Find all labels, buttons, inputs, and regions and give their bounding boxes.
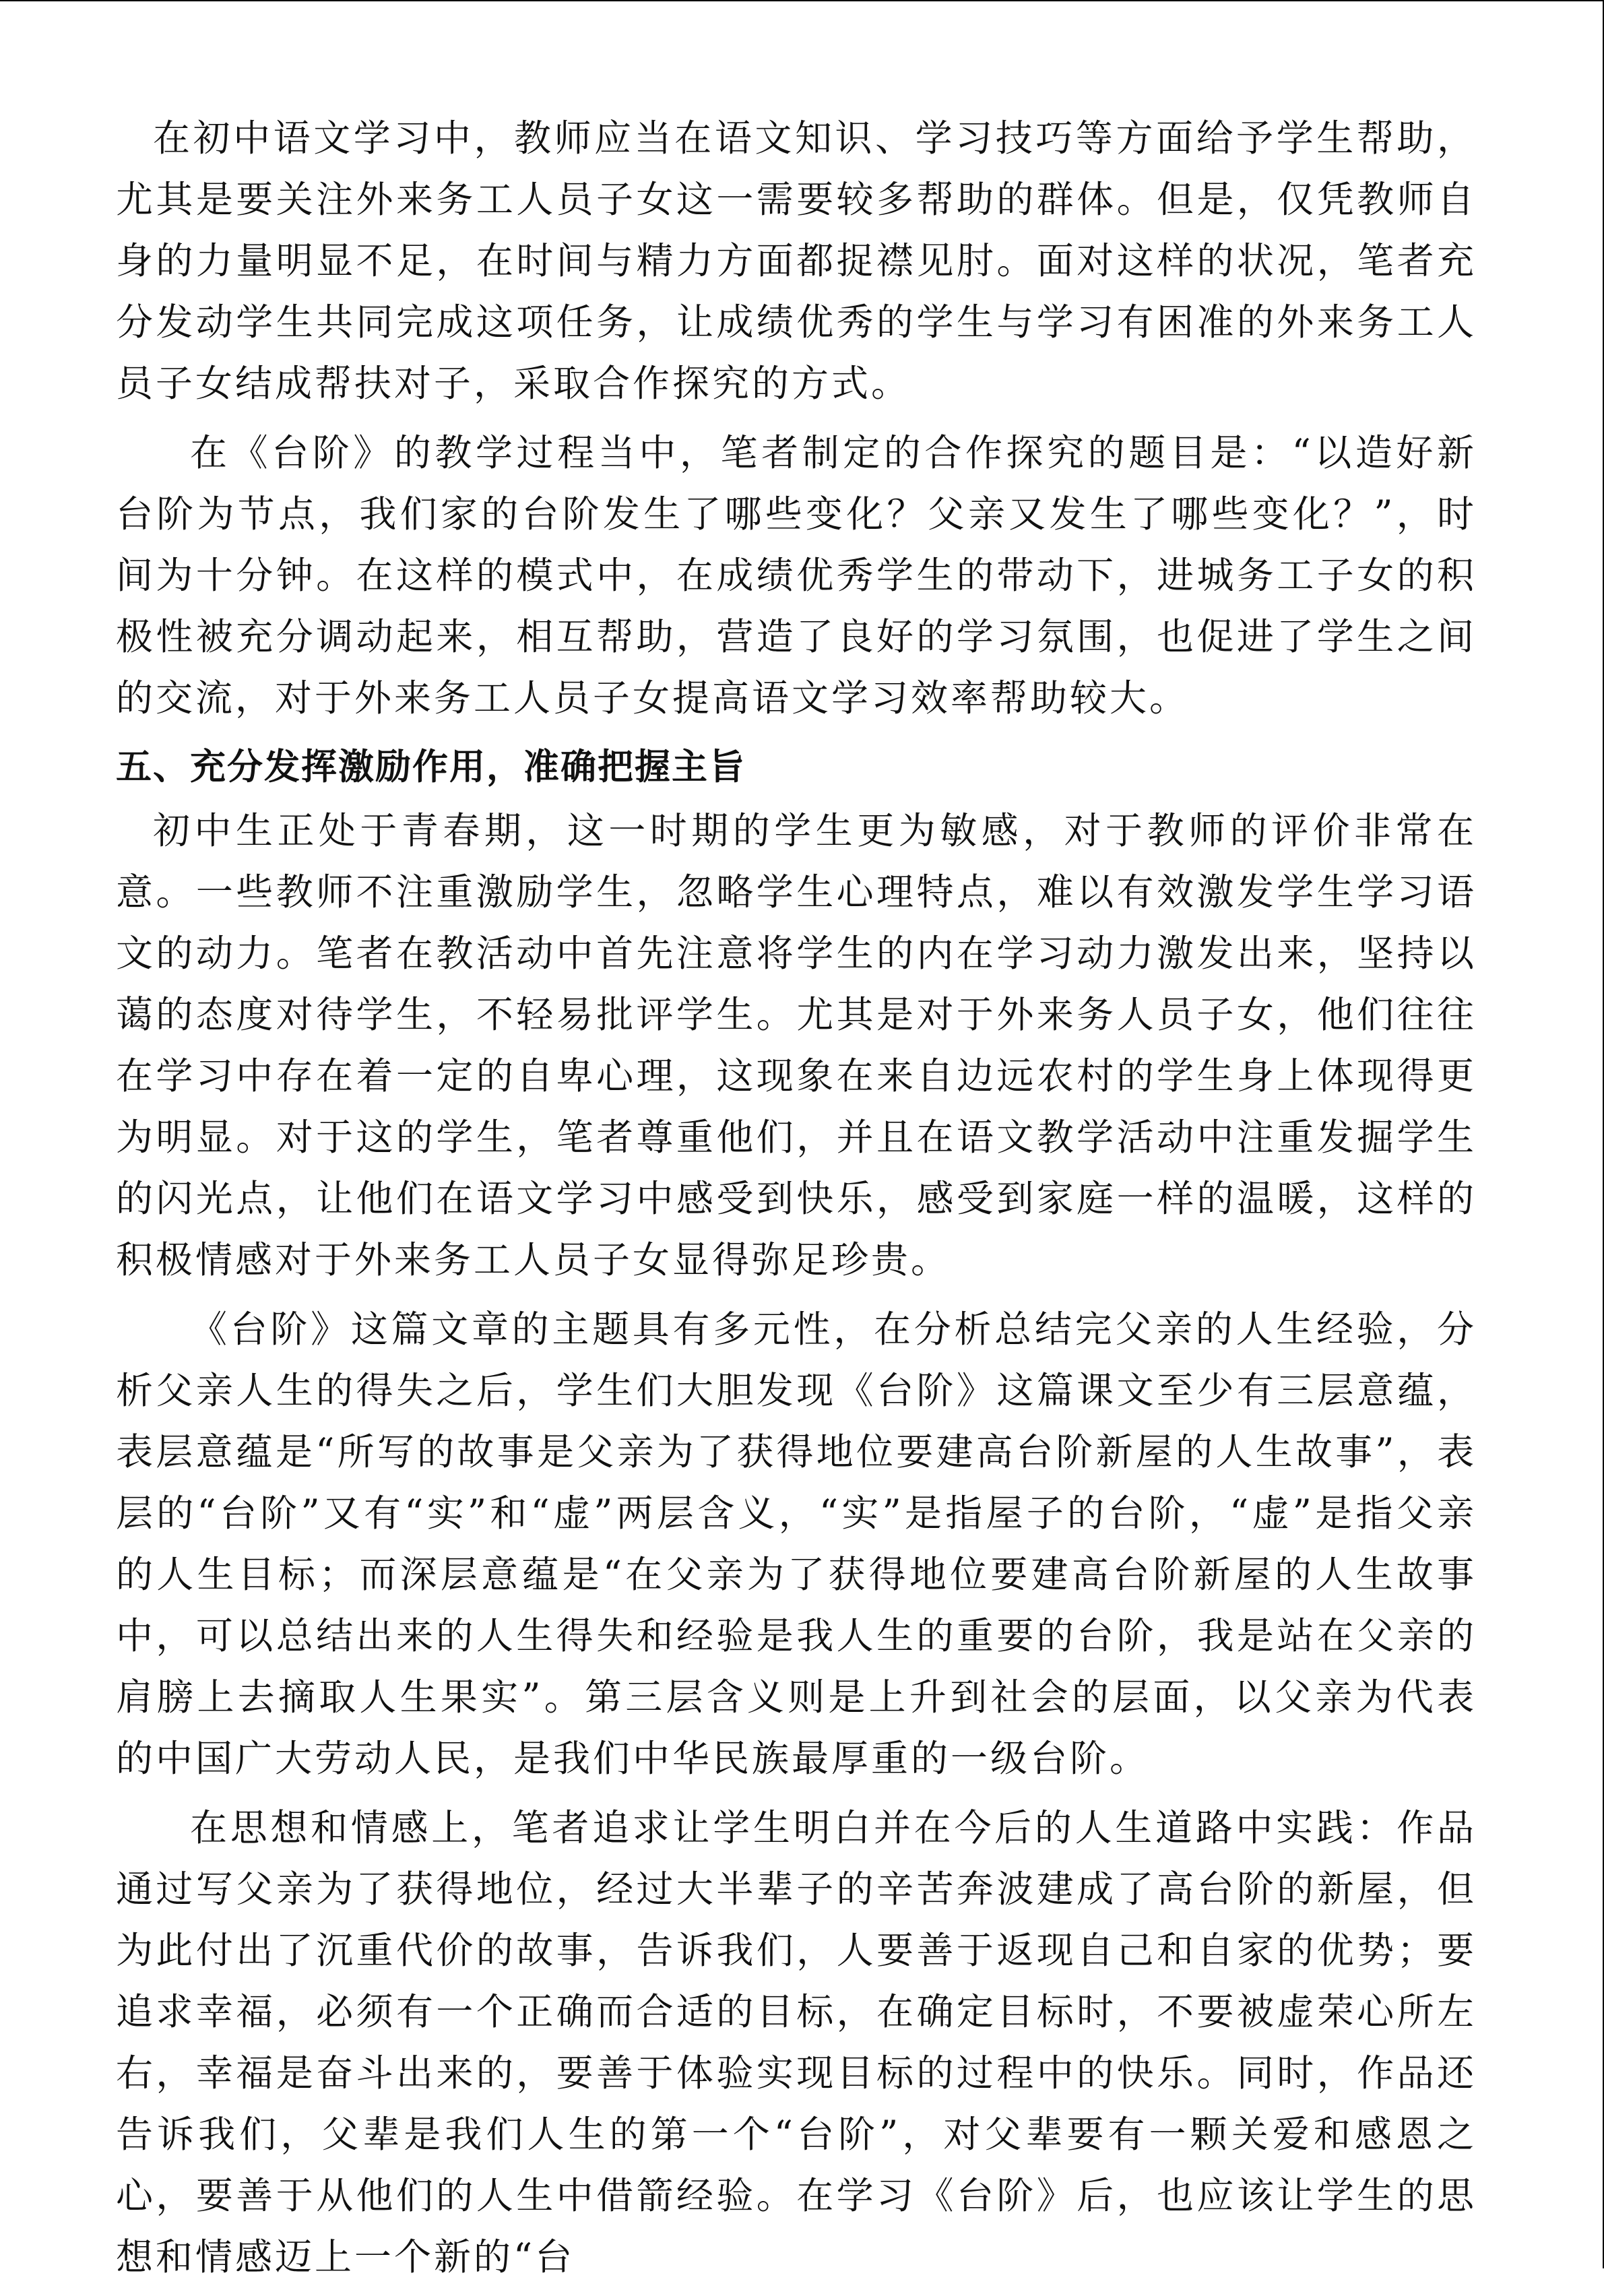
paragraph-theme-analysis: 《台阶》这篇文章的主题具有多元性，在分析总结完父亲的人生经验，分析父亲人生的得失之后，学生们大胆发现《台阶》这篇课文至少有三层意蕴，表层意蕴是“所写的故事是父亲为了获得地位要建高台阶新屋的人生故事”，表层的“台阶”又有“实”和“虚”两层含义，“实”是指屋子的台阶，“虚”是指父亲的人生目标；而深层意蕴是“在父亲为了获得地位要建高台阶新屋的人生故事中，可以总结出来的人生得失和经验是我人生的重要的台阶，我是站在父亲的肩膀上去摘取人生果实”。第三层含义则是上升到社会的层面，以父亲为代表的中国广大劳动人民，是我们中华民族最厚重的一级台阶。 <box>116 1308 1477 1780</box>
paragraph-encouragement: 初中生正处于青春期，这一时期的学生更为敏感，对于教师的评价非常在意。一些教师不注重激励学生，忽略学生心理特点，难以有效激发学生学习语文的动力。笔者在教活动中首先注意将学生的内在学习动力激发出来，坚持以蔼的态度对待学生，不轻易批评学生。尤其是对于外来务人员子女，他们往往在学习中存在着一定的自卑心理，这现象在来自边远农村的学生身上体现得更为明显。对于这的学生，笔者尊重他们，并且在语文教学活动中注重发掘学生的闪光点，让他们在语文学习中感受到快乐，感受到家庭一样的温暖，这样的积极情感对于外来务工人员子女显得弥足珍贵。 <box>116 809 1477 1281</box>
document-page <box>116 108 1477 2296</box>
section-heading: 五、充分发挥激励作用，准确把握主旨 <box>116 746 746 788</box>
paragraph-cooperation-intro: 在初中语文学习中，教师应当在语文知识、学习技巧等方面给予学生帮助，尤其是要关注外来务工人员子女这一需要较多帮助的群体。但是，仅凭教师自身的力量明显不足，在时间与精力方面都捉襟见肘。面对这样的状况，笔者充分发动学生共同完成这项任务，让成绩优秀的学生与学习有困准的外来务工人员子女结成帮扶对子，采取合作探究的方式。 <box>116 117 1477 405</box>
paragraph-thought-emotion: 在思想和情感上，笔者追求让学生明白并在今后的人生道路中实践：作品通过写父亲为了获得地位，经过大半辈子的辛苦奔波建成了高台阶的新屋，但为此付出了沉重代价的故事，告诉我们，人要善于返现自己和自家的优势；要追求幸福，必须有一个正确而合适的目标，在确定目标时，不要被虚荣心所左右，幸福是奋斗出来的，要善于体验实现目标的过程中的快乐。同时，作品还告诉我们，父辈是我们人生的第一个“台阶”，对父辈要有一颗关爱和感恩之心，要善于从他们的人生中借箭经验。在学习《台阶》后，也应该让学生的思想和情感迈上一个新的“台 <box>116 1806 1477 2278</box>
paragraph-cooperation-example: 在《台阶》的教学过程当中，笔者制定的合作探究的题目是：“以造好新台阶为节点，我们家的台阶发生了哪些变化？父亲又发生了哪些变化？”，时间为十分钟。在这样的模式中，在成绩优秀学生的带动下，进城务工子女的积极性被充分调动起来，相互帮助，营造了良好的学习氛围，也促进了学生之间的交流，对于外来务工人员子女提高语文学习效率帮助较大。 <box>116 431 1477 720</box>
